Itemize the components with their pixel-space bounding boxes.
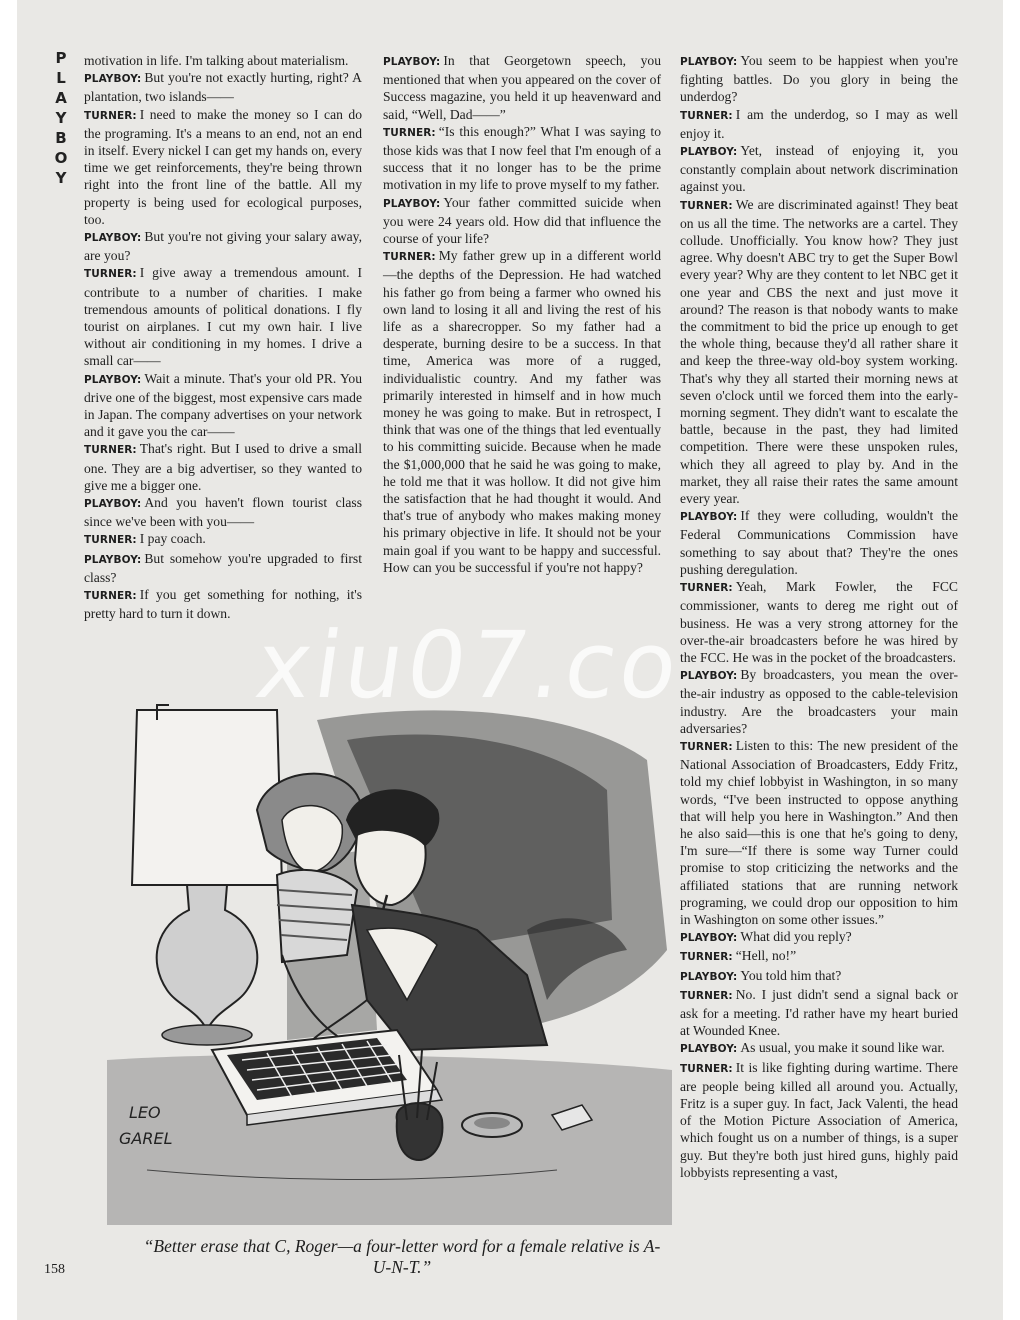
interview-paragraph [84, 106, 362, 228]
interview-paragraph [680, 106, 958, 142]
paragraph-text: “Is this enough?” What I was saying to those kids was that I now feel that I'm enough of a success that it no longer has to be the prime motivation in my life to prove myself to my father. [383, 123, 661, 193]
speaker-label: PLAYBOY: [84, 373, 142, 386]
interview-paragraph [84, 530, 362, 549]
paragraph-text: You seem to be happiest when you're fighting battles. Do you glory in being the underdog? [680, 53, 958, 105]
speaker-label: TURNER: [680, 951, 733, 964]
speaker-label: TURNER: [680, 989, 733, 1002]
speaker-label: PLAYBOY: [680, 511, 738, 524]
speaker-label: PLAYBOY: [383, 197, 441, 210]
speaker-label: TURNER: [84, 268, 137, 281]
sidebar-letter: O [54, 149, 68, 167]
paragraph-text: If you get something for nothing, it's pretty hard to turn it down. [84, 587, 362, 622]
paragraph-text: No. I just didn't send a signal back or ask for a meeting. I'd rather have my heart buried at Wounded Knee. [680, 986, 958, 1039]
interview-paragraph [680, 986, 958, 1040]
speaker-label: TURNER: [84, 590, 137, 603]
interview-paragraph [84, 586, 362, 622]
interview-paragraph [680, 967, 958, 986]
speaker-label: PLAYBOY: [680, 970, 738, 983]
paragraph-text: motivation in life. I'm talking about materialism. [84, 53, 349, 68]
paragraph-text: But somehow you're upgraded to first class? [84, 550, 362, 585]
interview-paragraph [383, 123, 661, 194]
magazine-page [17, 0, 1003, 1320]
speaker-label: TURNER: [680, 740, 733, 753]
speaker-label: PLAYBOY: [84, 498, 142, 511]
interview-paragraph [680, 666, 958, 737]
interview-paragraph [680, 737, 958, 928]
speaker-label: PLAYBOY: [680, 146, 738, 159]
speaker-label: TURNER: [680, 199, 733, 212]
speaker-label: TURNER: [84, 109, 137, 122]
paragraph-text: You told him that? [740, 967, 842, 983]
paragraph-text: By broadcasters, you mean the over-the-air industry as opposed to the cable-television industry. Are the broadcasters your main adversaries? [680, 667, 958, 736]
page-number: 158 [44, 1262, 65, 1277]
interview-paragraph [383, 52, 661, 123]
sidebar-letter: P [55, 49, 67, 67]
interview-paragraph [84, 550, 362, 586]
speaker-label: PLAYBOY: [680, 1043, 738, 1056]
speaker-label: TURNER: [84, 534, 137, 547]
interview-paragraph [84, 264, 362, 369]
sidebar-letter: Y [55, 109, 67, 127]
text-column-2 [383, 52, 661, 576]
speaker-label: PLAYBOY: [383, 56, 441, 68]
cartoon-caption: “Better erase that C, Roger—a four-letter word for a female relative is A-U-N-T.” [143, 1236, 661, 1277]
interview-paragraph [84, 228, 362, 264]
paragraph-text: Listen to this: The new president of the National Association of Broadcasters, Eddy Fritz, told my chief lobbyist in Washington, in so many words, “I've been instructed to oppose anything that will help you here in Washington.” And then he also said—this is one that he's going to deny, I'm sure—“If there is some way Turner could promise to stop criticizing the networks and the affiliated stations that are running network programing, we could drop our opposition to him in Washington on some other issues.” [680, 737, 958, 927]
speaker-label: TURNER: [84, 444, 137, 457]
paragraph-text: I need to make the money so I can do the programing. It's a means to an end, not an end in itself. Every nickel I can get my hands on, every time we get reinforcements, they're being thrown right into the front line of the battle. All my property is being used for ecological purposes, too. [84, 106, 362, 227]
interview-paragraph [680, 52, 958, 106]
paragraph-text: Your father committed suicide when you were 24 years old. How did that influence the course of your life? [383, 194, 661, 247]
speaker-label: PLAYBOY: [84, 553, 142, 566]
sidebar-letter: B [55, 129, 67, 147]
interview-paragraph [680, 196, 958, 508]
paragraph-text: But you're not giving your salary away, are you? [84, 229, 362, 264]
paragraph-text: I am the underdog, so I may as well enjoy it. [680, 106, 958, 141]
text-column-3 [680, 52, 958, 1181]
speaker-label: TURNER: [680, 1062, 733, 1075]
paragraph-text: My father grew up in a different world—the depths of the Depression. He had watched his father go from being a farmer who owned his own land to losing it all and living the rest of his life as a sharecropper. So my father had a desperate, burning desire to be a success. In that time, America was more of a rugged, individualistic country. And my father was primarily interested in himself and in how much money he was going to make. But in retrospect, I think that was one of the things that led eventually to his committing suicide. Because when he made the $1,000,000 that he said he was going to make, he told me that it was hollow. It did not give him the satisfaction that he had thought it would. And that's true of anybody who makes making money his primary objective in life. It should not be your main goal if you want to be happy and successful. How can you be successful if you're not happy? [383, 248, 661, 575]
speaker-label: PLAYBOY: [680, 56, 738, 68]
paragraph-text: And you haven't flown tourist class since we've been with you—— [84, 495, 362, 530]
interview-paragraph [84, 69, 362, 105]
paragraph-text: Yeah, Mark Fowler, the FCC commissioner, wants to dereg me right out of business. He was a very strong attorney for the over-the-air broadcasters before he was hired by the FCC. He was in the pocket of the broadcasters. [680, 579, 958, 665]
interview-paragraph [680, 1059, 958, 1181]
paragraph-text: Wait a minute. That's your old PR. You drive one of the biggest, most expensive cars made in Japan. The company advertises on your network and it gave you the car—— [84, 370, 362, 440]
interview-paragraph [680, 1039, 958, 1058]
speaker-label: TURNER: [383, 126, 436, 139]
interview-paragraph [84, 440, 362, 494]
sidebar-letter: A [55, 89, 67, 107]
interview-paragraph [84, 52, 362, 69]
interview-paragraph [680, 947, 958, 966]
speaker-label: PLAYBOY: [680, 932, 738, 945]
watermark: xiu07.co [249, 612, 689, 719]
magazine-sidebar-title [50, 48, 72, 188]
interview-paragraph [680, 142, 958, 196]
speaker-label: PLAYBOY: [84, 73, 142, 86]
interview-paragraph [680, 507, 958, 578]
paragraph-text: Yet, instead of enjoying it, you constantly complain about network discrimination against you. [680, 143, 958, 195]
cartoonist-signature: LEO [129, 1103, 161, 1122]
paragraph-text: I give away a tremendous amount. I contribute to a number of charities. I make tremendous amounts of political donations. I fly tourist on airplanes. I cut my own hair. I live without air conditioning in my homes. I drive a small car—— [84, 265, 362, 369]
speaker-label: PLAYBOY: [680, 670, 738, 683]
speaker-label: PLAYBOY: [84, 232, 142, 245]
cartoon-illustration [107, 700, 672, 1225]
interview-paragraph [680, 578, 958, 666]
sidebar-letter: Y [55, 169, 67, 187]
paragraph-text: What did you reply? [740, 929, 852, 945]
paragraph-text: If they were colluding, wouldn't the Federal Communications Commission have something to say about that? They're the ones pushing deregulation. [680, 508, 958, 577]
paragraph-text: “Hell, no!” [735, 948, 797, 964]
sidebar-letter: L [56, 69, 66, 87]
paragraph-text: As usual, you make it sound like war. [740, 1040, 945, 1056]
interview-paragraph [84, 494, 362, 530]
cartoonist-signature: GAREL [119, 1129, 173, 1148]
interview-paragraph [383, 247, 661, 576]
speaker-label: TURNER: [680, 582, 733, 595]
paragraph-text: I pay coach. [139, 531, 206, 547]
lamp [132, 705, 282, 1045]
paragraph-text: But you're not exactly hurting, right? A plantation, two islands—— [84, 70, 362, 105]
ashtray [462, 1113, 522, 1137]
interview-paragraph [383, 194, 661, 248]
interview-paragraph [84, 370, 362, 441]
paragraph-text: It is like fighting during wartime. There are people being killed all around you. Actually, Fritz is a super guy. In fact, Jack Valenti, the head of the Motion Picture Association of America, which fought us on a number of things, is a super guy. But they're both just hired guns, highly paid lobbyists representing a vast, [680, 1059, 958, 1180]
text-column-1 [84, 52, 362, 623]
paragraph-text: That's right. But I used to drive a small one. They are a big advertiser, so they wanted to give me a bigger one. [84, 441, 362, 493]
speaker-label: TURNER: [680, 109, 733, 122]
paragraph-text: In that Georgetown speech, you mentioned that when you appeared on the cover of Success magazine, you held it up heavenward and said, “Well, Dad——” [383, 53, 661, 122]
interview-paragraph [680, 928, 958, 947]
speaker-label: TURNER: [383, 251, 436, 264]
paragraph-text: We are discriminated against! They beat on us all the time. The networks are a cartel. They collude. Unofficially. You know how? They just agree. Why doesn't ABC try to get the Super Bowl every year? Why are they content to let NBC get it one year and CBS the next and just move it around? The reason is that nobody wants to make the commitment to bid the price up enough to get the whole thing, because they'd all rather share it and keep the three-way old-boy system working. That's why they all started their morning news at seven o'clock until we forced them into the early-morning segment. They didn't want to escalate the battle, because in the past, they had limited competition. There were these unspoken rules, which they all agreed to play by. And in the market, they all raise their rates the same amount every year. [680, 196, 958, 507]
